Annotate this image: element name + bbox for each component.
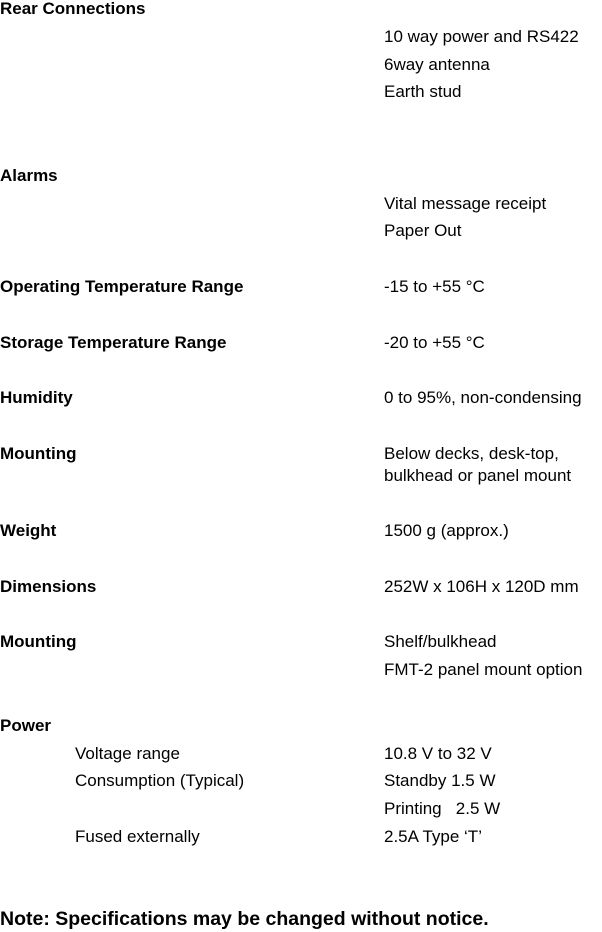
storage-temp-label: Storage Temperature Range [0,333,227,352]
rear-connection-item: 10 way power and RS422 [384,27,579,46]
printing-value: Printing 2.5 W [384,799,501,818]
voltage-range-value: 10.8 V to 32 V [384,744,492,763]
mounting-value-line2-2: FMT-2 panel mount option [384,660,583,679]
consumption-label: Consumption (Typical) [75,771,245,790]
operating-temp-value: -15 to +55 °C [384,277,485,296]
rear-connection-item: Earth stud [384,82,462,101]
alarm-item: Paper Out [384,221,462,240]
alarms-heading: Alarms [0,166,58,185]
voltage-range-label: Voltage range [75,744,180,763]
mounting-value-line1: Below decks, desk-top, [384,444,559,463]
power-heading: Power [0,716,52,735]
specifications-note: Note: Specifications may be changed without notice. [0,908,489,930]
dimensions-label: Dimensions [0,577,97,596]
mounting-value-line2: bulkhead or panel mount [384,466,572,485]
mounting-label: Mounting [0,444,77,463]
fused-label: Fused externally [75,827,200,846]
humidity-label: Humidity [0,388,73,407]
alarm-item: Vital message receipt [384,194,547,213]
rear-connection-item: 6way antenna [384,55,490,74]
storage-temp-value: -20 to +55 °C [384,333,485,352]
fused-value: 2.5A Type ‘T’ [384,827,482,846]
operating-temp-label: Operating Temperature Range [0,277,244,296]
rear-connections-heading: Rear Connections [0,0,146,18]
mounting-label-2: Mounting [0,632,77,651]
weight-value: 1500 g (approx.) [384,521,509,540]
humidity-value: 0 to 95%, non-condensing [384,388,582,407]
weight-label: Weight [0,521,57,540]
standby-value: Standby 1.5 W [384,771,496,790]
dimensions-value: 252W x 106H x 120D mm [384,577,579,596]
mounting-value-line1-2: Shelf/bulkhead [384,632,497,651]
